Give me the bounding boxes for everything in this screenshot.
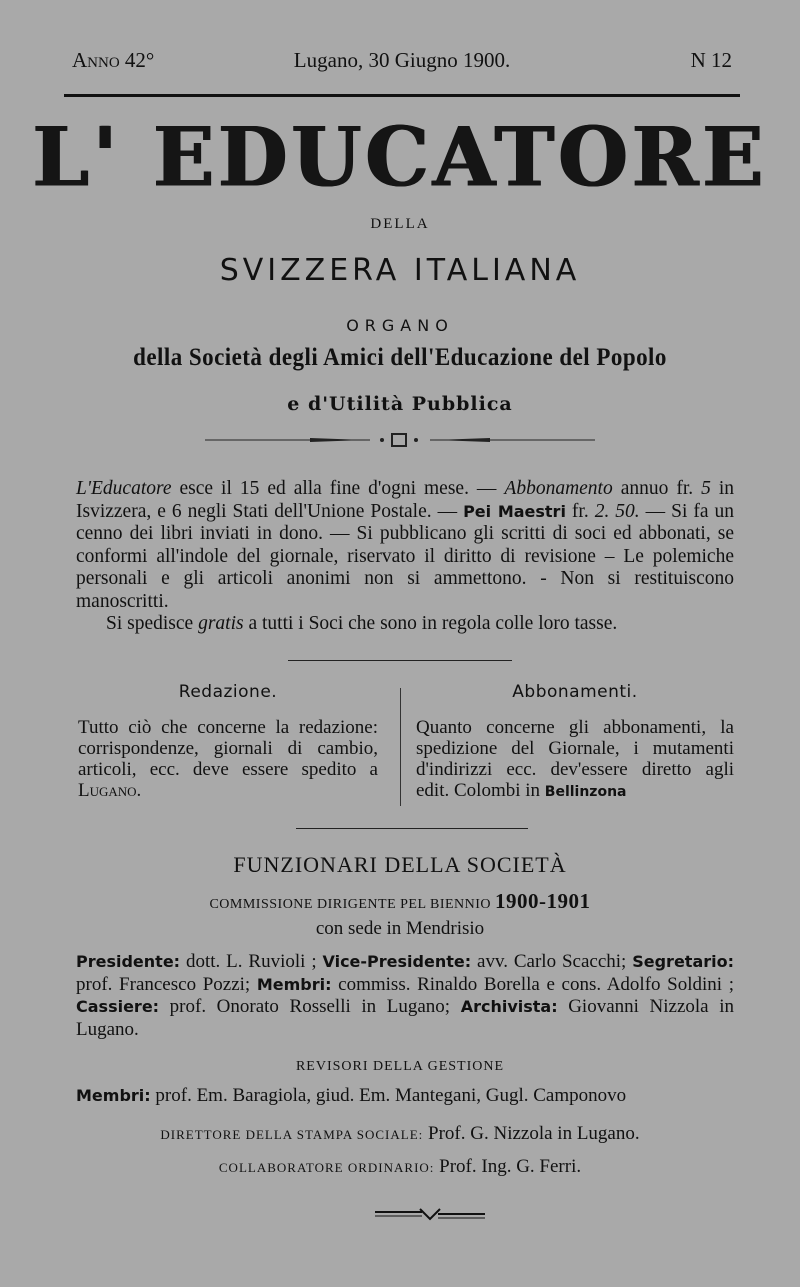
- redazione-place: Lugano.: [78, 780, 142, 801]
- cassiere-name: prof. Onorato Rosselli in Lugano;: [159, 996, 461, 1017]
- revisori-line: [76, 1085, 734, 1107]
- collaboratore-line: [0, 1156, 800, 1178]
- vice-label: Vice-Presidente:: [322, 952, 472, 971]
- presidente-label: Presidente:: [76, 952, 181, 971]
- header-rule: [64, 94, 740, 97]
- redazione-text: [78, 717, 378, 801]
- society-line: della Società degli Amici dell'Educazione del Popolo: [133, 344, 667, 371]
- officers-text: [76, 951, 734, 1041]
- officers-paragraph: [76, 951, 734, 1041]
- redazione-heading: Redazione.: [178, 682, 278, 702]
- intro-text-5: — Si fa un cenno dei libri inviati in dono. — Si pubblicano gli scritti di soci ed abbonati, se conformi all'indole del giornale, riservato il diritto di revisione – Le polemiche personali e gli articoli anonimi non si ammettono. - Non si restituiscono manoscritti.: [76, 500, 734, 612]
- cassiere-label: Cassiere:: [76, 997, 160, 1016]
- intro-gratis-2: a tutti i Soci che sono in regola colle loro tasse.: [243, 613, 618, 634]
- revisori-membri-label: Membri:: [76, 1086, 151, 1105]
- column-separator: [400, 688, 401, 806]
- intro-abbonamento: Abbonamento: [504, 478, 613, 499]
- masthead-subtitle: SVIZZERA ITALIANA: [219, 253, 581, 288]
- vice-name: avv. Carlo Scacchi;: [471, 951, 633, 972]
- intro-paragraph: [76, 478, 734, 636]
- intro-gratis-line: [76, 613, 734, 636]
- intro-maestri-price: 2. 50.: [594, 500, 640, 522]
- abbonamenti-column: [416, 682, 734, 803]
- header-line: [72, 48, 732, 78]
- intro-text-4: fr.: [565, 500, 595, 522]
- abbonamenti-body: Quanto concerne gli abbonamenti, la spedizione del Giornale, i mutamenti d'indirizzi ecc. dev'essere diretto agli edit. Colombi in: [416, 717, 734, 801]
- organo-label: ORGANO: [346, 316, 454, 335]
- collaboratore-value: Prof. Ing. G. Ferri.: [434, 1156, 582, 1177]
- funzionari-heading: FUNZIONARI DELLA SOCIETÀ: [233, 852, 567, 877]
- redazione-column: [78, 682, 378, 801]
- segretario-label: Segretario:: [632, 952, 734, 971]
- intro-maestri: Pei Maestri: [463, 501, 566, 521]
- intro-text-3: in Isvizzera, e 6 negli Stati dell'Unione Postale. —: [76, 478, 735, 522]
- intro-price: 5: [701, 478, 711, 499]
- utilita-line: e d'Utilità Pubblica: [287, 393, 513, 415]
- archivista-label: Archivista:: [460, 997, 558, 1016]
- presidente-name: dott. L. Ruvioli ;: [180, 951, 323, 972]
- membri-label: Membri:: [256, 974, 332, 994]
- redazione-body: Tutto ciò che concerne la redazione: corrispondenze, giornali di cambio, articoli, ecc. deve essere spedito a: [78, 717, 378, 780]
- intro-gratis-1: Si spedisce: [106, 613, 199, 634]
- commissione-years: 1900-1901: [495, 889, 591, 913]
- footer-ornament-icon: [370, 1205, 490, 1223]
- intro-journal-name: L'Educatore: [76, 478, 172, 499]
- divider-ornament-icon: [200, 428, 600, 452]
- segretario-name: prof. Francesco Pozzi;: [76, 973, 257, 995]
- issue-number: N 12: [690, 48, 732, 72]
- archivista-name: Giovanni Nizzola in Lugano.: [76, 996, 734, 1040]
- commissione-label: COMMISSIONE DIRIGENTE PEL BIENNIO: [209, 897, 492, 912]
- abbonamenti-place: Bellinzona: [544, 784, 627, 800]
- direttore-line: [0, 1123, 800, 1145]
- issue-year: Anno 42°: [72, 48, 155, 72]
- intro-text-2: annuo fr.: [612, 478, 702, 499]
- direttore-value: Prof. G. Nizzola in Lugano.: [423, 1123, 640, 1144]
- section-rule: [288, 660, 512, 661]
- revisori-heading: REVISORI DELLA GESTIONE: [295, 1059, 505, 1074]
- intro-text-1: esce il 15 ed alla fine d'ogni mese. —: [171, 478, 505, 499]
- sede-line: con sede in Mendrisio: [315, 918, 485, 939]
- collaboratore-label: COLLABORATORE ORDINARIO:: [218, 1160, 435, 1175]
- intro-gratis-word: gratis: [198, 613, 244, 634]
- place-date: Lugano, 30 Giugno 1900.: [293, 48, 511, 72]
- abbonamenti-heading: Abbonamenti.: [512, 682, 638, 702]
- intro-text: [76, 478, 734, 613]
- abbonamenti-text: [416, 717, 734, 803]
- section-rule-2: [296, 828, 528, 829]
- revisori-membri: prof. Em. Baragiola, giud. Em. Mantegani, Gugl. Camponovo: [150, 1085, 627, 1106]
- direttore-label: DIRETTORE DELLA STAMPA SOCIALE:: [160, 1127, 424, 1142]
- commissione-line: [0, 889, 800, 914]
- membri-names: commiss. Rinaldo Borella e cons. Adolfo Soldini ;: [331, 973, 734, 995]
- della-label: DELLA: [370, 216, 430, 232]
- masthead-title: L' EDUCATORE: [32, 109, 768, 205]
